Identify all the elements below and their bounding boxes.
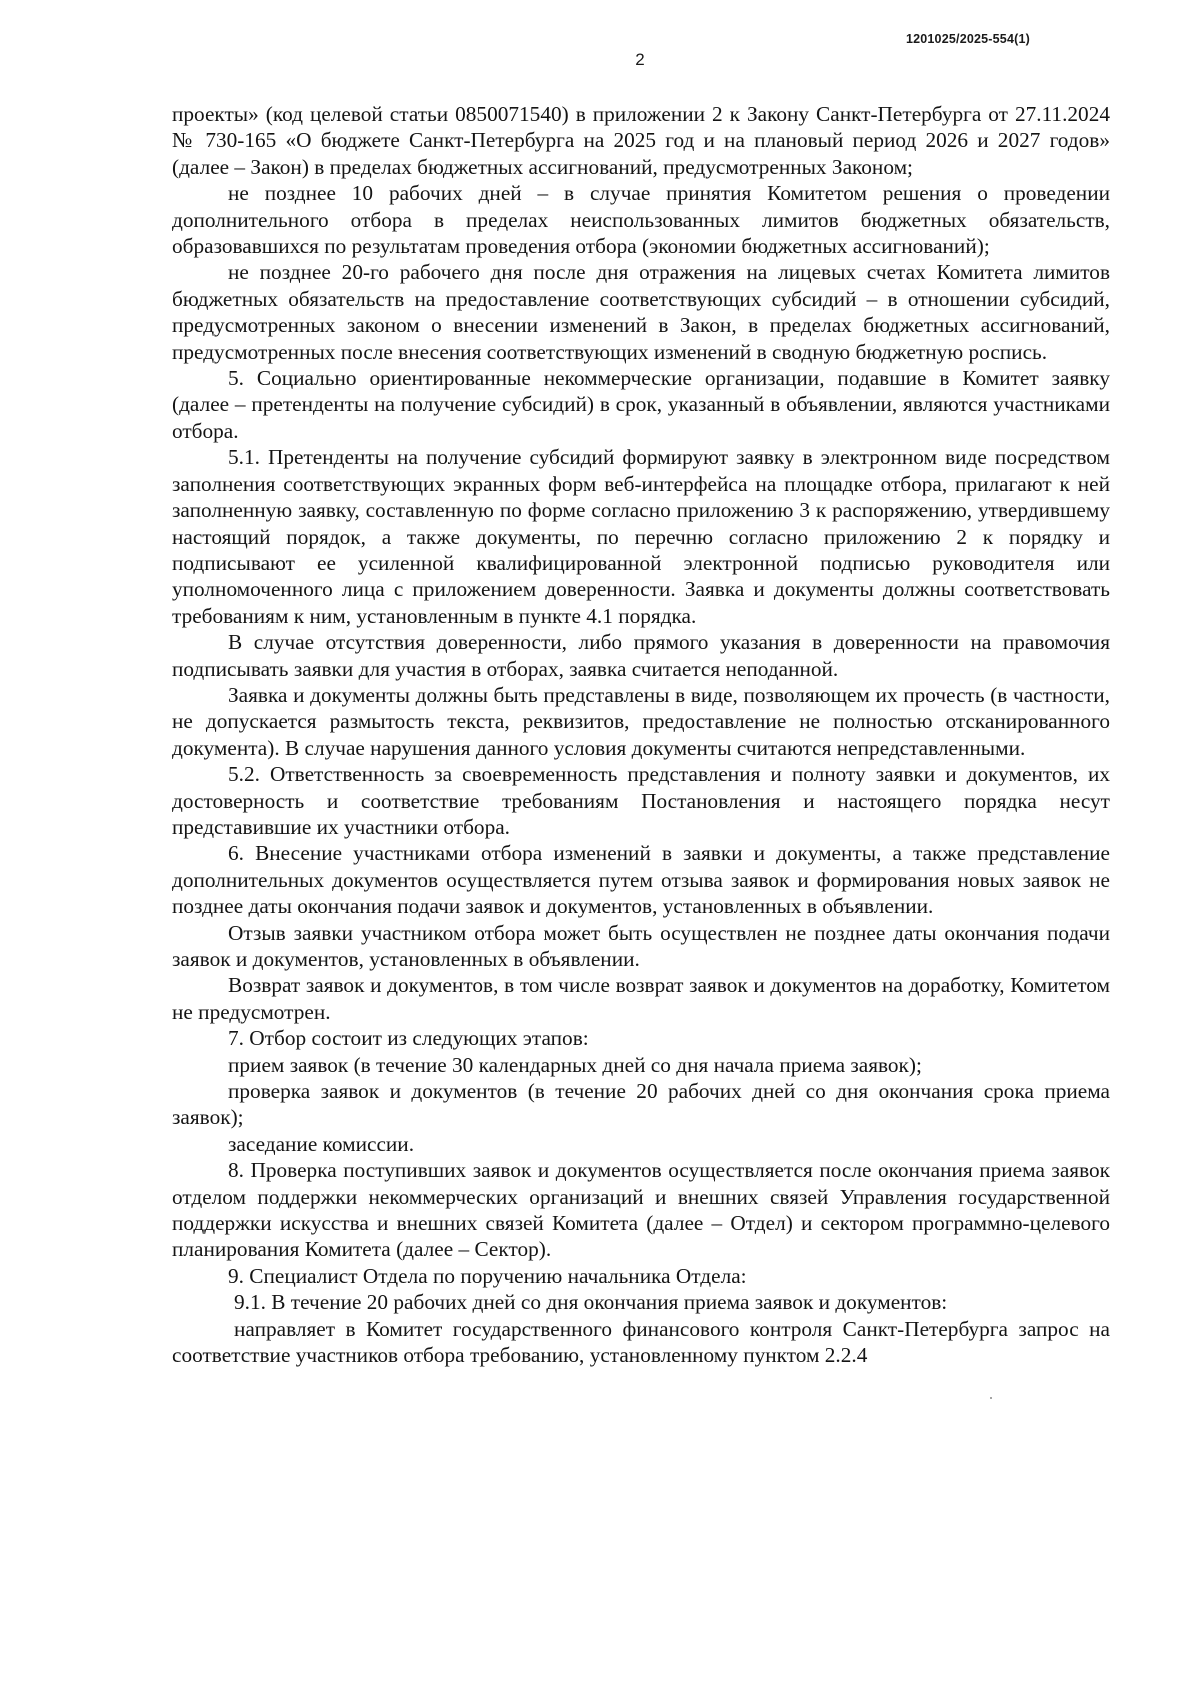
scan-speck xyxy=(990,1397,992,1399)
paragraph: направляет в Комитет государственного финансового контроля Санкт-Петербурга запрос на соответствие участников отбора требованию, установленному пунктом 2.2.4 xyxy=(172,1316,1110,1368)
paragraph: Отзыв заявки участником отбора может быть осуществлен не позднее даты окончания подачи заявок и документов, установленных в объявлении. xyxy=(172,920,1110,971)
paragraph: не позднее 20-го рабочего дня после дня отражения на лицевых счетах Комитета лимитов бюджетных обязательств на предоставление соответствующих субсидий – в отношении субсидий, предусмотренных законом о внесении изменений в Закон, в пределах бюджетных ассигнований, предусмотренных после внесения соответствующих изменений в сводную бюджетную роспись. xyxy=(172,260,1110,364)
document-registration-number: 1201025/2025-554(1) xyxy=(905,32,1030,46)
document-body xyxy=(172,101,1110,1369)
list-item-stage: заседание комиссии. xyxy=(228,1131,415,1156)
paragraph-clause-7: 7. Отбор состоит из следующих этапов: xyxy=(228,1026,589,1051)
paragraph-clause-9: 9. Специалист Отдела по поручению начальника Отдела: xyxy=(228,1263,747,1288)
paragraph-clause-5-1: 5.1. Претенденты на получение субсидий формируют заявку в электронном виде посредством заполнения соответствующих экранных форм веб-интерфейса на площадке отбора, прилагают к ней заполненную заявку, составленную по форме согласно приложению 3 к распоряжению, утвердившему настоящий порядок, а также документы, по перечню согласно приложению 2 к порядку и подписывают ее усиленной квалифицированной электронной подписью руководителя или уполномоченного лица с приложением доверенности. Заявка и документы должны соответствовать требованиям к ним, установленным в пункте 4.1 порядка. xyxy=(172,445,1110,628)
list-item-stage: проверка заявок и документов (в течение 20 рабочих дней со дня окончания срока приема заявок); xyxy=(172,1079,1110,1130)
paragraph: не позднее 10 рабочих дней – в случае принятия Комитетом решения о проведении дополнительного отбора в пределах неиспользованных лимитов бюджетных обязательств, образовавшихся по результатам проведения отбора (экономии бюджетных ассигнований); xyxy=(172,181,1110,259)
paragraph-clause-8: 8. Проверка поступивших заявок и документов осуществляется после окончания приема заявок отделом поддержки некоммерческих организаций и внешних связей Управления государственной поддержки искусства и внешних связей Комитета (далее – Отдел) и сектором программно-целевого планирования Комитета (далее – Сектор). xyxy=(172,1158,1110,1262)
paragraph: В случае отсутствия доверенности, либо прямого указания в доверенности на правомочия подписывать заявки для участия в отборах, заявка считается неподанной. xyxy=(172,630,1110,681)
paragraph-continuation: проекты» (код целевой статьи 0850071540) в приложении 2 к Закону Санкт-Петербурга от 27.11.2024 № 730-165 «О бюджете Санкт-Петербурга на 2025 год и на плановый период 2026 и 2027 годов» (далее – Закон) в пределах бюджетных ассигнований, предусмотренных Законом; xyxy=(172,102,1110,179)
page-number: 2 xyxy=(635,50,645,69)
paragraph: Заявка и документы должны быть представлены в виде, позволяющем их прочесть (в частности, не допускается размытость текста, реквизитов, предоставление не полностью отсканированного документа). В случае нарушения данного условия документы считаются непредставленными. xyxy=(172,682,1110,760)
paragraph-clause-6: 6. Внесение участниками отбора изменений в заявки и документы, а также представление дополнительных документов осуществляется путем отзыва заявок и формирования новых заявок не позднее даты окончания подачи заявок и документов, установленных в объявлении. xyxy=(172,841,1110,919)
list-item-stage: прием заявок (в течение 30 календарных дней со дня начала приема заявок); xyxy=(228,1052,922,1077)
paragraph: Возврат заявок и документов, в том числе возврат заявок и документов на доработку, Комитетом не предусмотрен. xyxy=(172,973,1110,1024)
paragraph-clause-9-1: 9.1. В течение 20 рабочих дней со дня окончания приема заявок и документов: xyxy=(234,1290,948,1315)
paragraph-clause-5: 5. Социально ориентированные некоммерческие организации, подавшие в Комитет заявку (далее – претенденты на получение субсидий) в срок, указанный в объявлении, являются участниками отбора. xyxy=(172,366,1110,443)
paragraph-clause-5-2: 5.2. Ответственность за своевременность представления и полноту заявки и документов, их достоверность и соответствие требованиям Постановления и настоящего порядка несут представившие их участники отбора. xyxy=(172,762,1110,839)
